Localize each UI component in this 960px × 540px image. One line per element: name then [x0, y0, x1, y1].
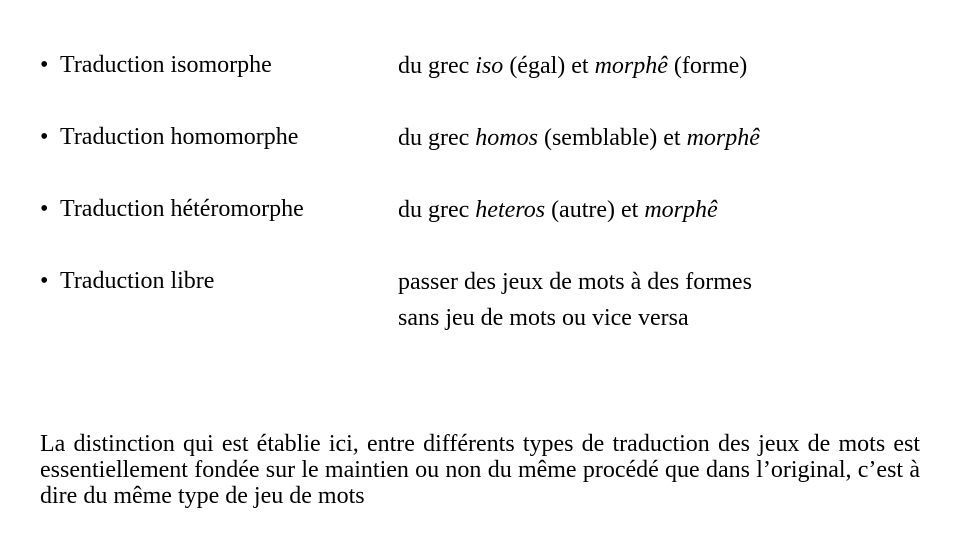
greek-word: homos	[475, 125, 538, 151]
etymology-part: du grec	[398, 53, 476, 79]
term-etymology	[398, 120, 760, 156]
greek-word: morphê	[594, 53, 668, 79]
greek-word: heteros	[475, 197, 546, 223]
description-line: sans jeu de mots ou vice versa	[398, 305, 689, 331]
etymology-part: (forme)	[667, 53, 748, 79]
bullet-icon: •	[40, 196, 49, 222]
bullet-icon: •	[40, 124, 49, 150]
list-item-homomorphe	[40, 120, 920, 192]
bullet-icon: •	[40, 268, 49, 294]
term-description	[398, 264, 752, 336]
etymology-part: (autre) et	[545, 197, 645, 223]
term-label: Traduction isomorphe	[60, 52, 272, 78]
etymology-part: du grec	[398, 197, 476, 223]
term-label-block	[40, 264, 214, 298]
list-item-libre	[40, 264, 920, 344]
etymology-part: (semblable) et	[537, 125, 687, 151]
term-label: Traduction libre	[60, 268, 215, 294]
term-etymology	[398, 48, 747, 84]
term-label: Traduction homomorphe	[60, 124, 299, 150]
list-item-heteromorphe	[40, 192, 920, 264]
term-etymology	[398, 192, 718, 228]
summary-paragraph: La distinction qui est établie ici, entre différents types de traduction des jeux de mots est essentiellement fondée sur le maintien ou non du même procédé que dans l’original, c’est à dire du même type de jeu de mots	[40, 431, 920, 509]
greek-word: morphê	[686, 125, 760, 151]
list-item-isomorphe	[40, 48, 920, 120]
etymology-part: du grec	[398, 125, 476, 151]
description-line: passer des jeux de mots à des formes	[398, 269, 752, 295]
term-label-block	[40, 192, 304, 226]
etymology-part: (égal) et	[503, 53, 595, 79]
term-label-block	[40, 120, 298, 154]
bullet-icon: •	[40, 52, 49, 78]
greek-word: morphê	[644, 197, 718, 223]
term-label-block	[40, 48, 272, 82]
greek-word: iso	[475, 53, 504, 79]
term-label: Traduction hétéromorphe	[60, 196, 304, 222]
translation-types-list	[40, 48, 920, 344]
